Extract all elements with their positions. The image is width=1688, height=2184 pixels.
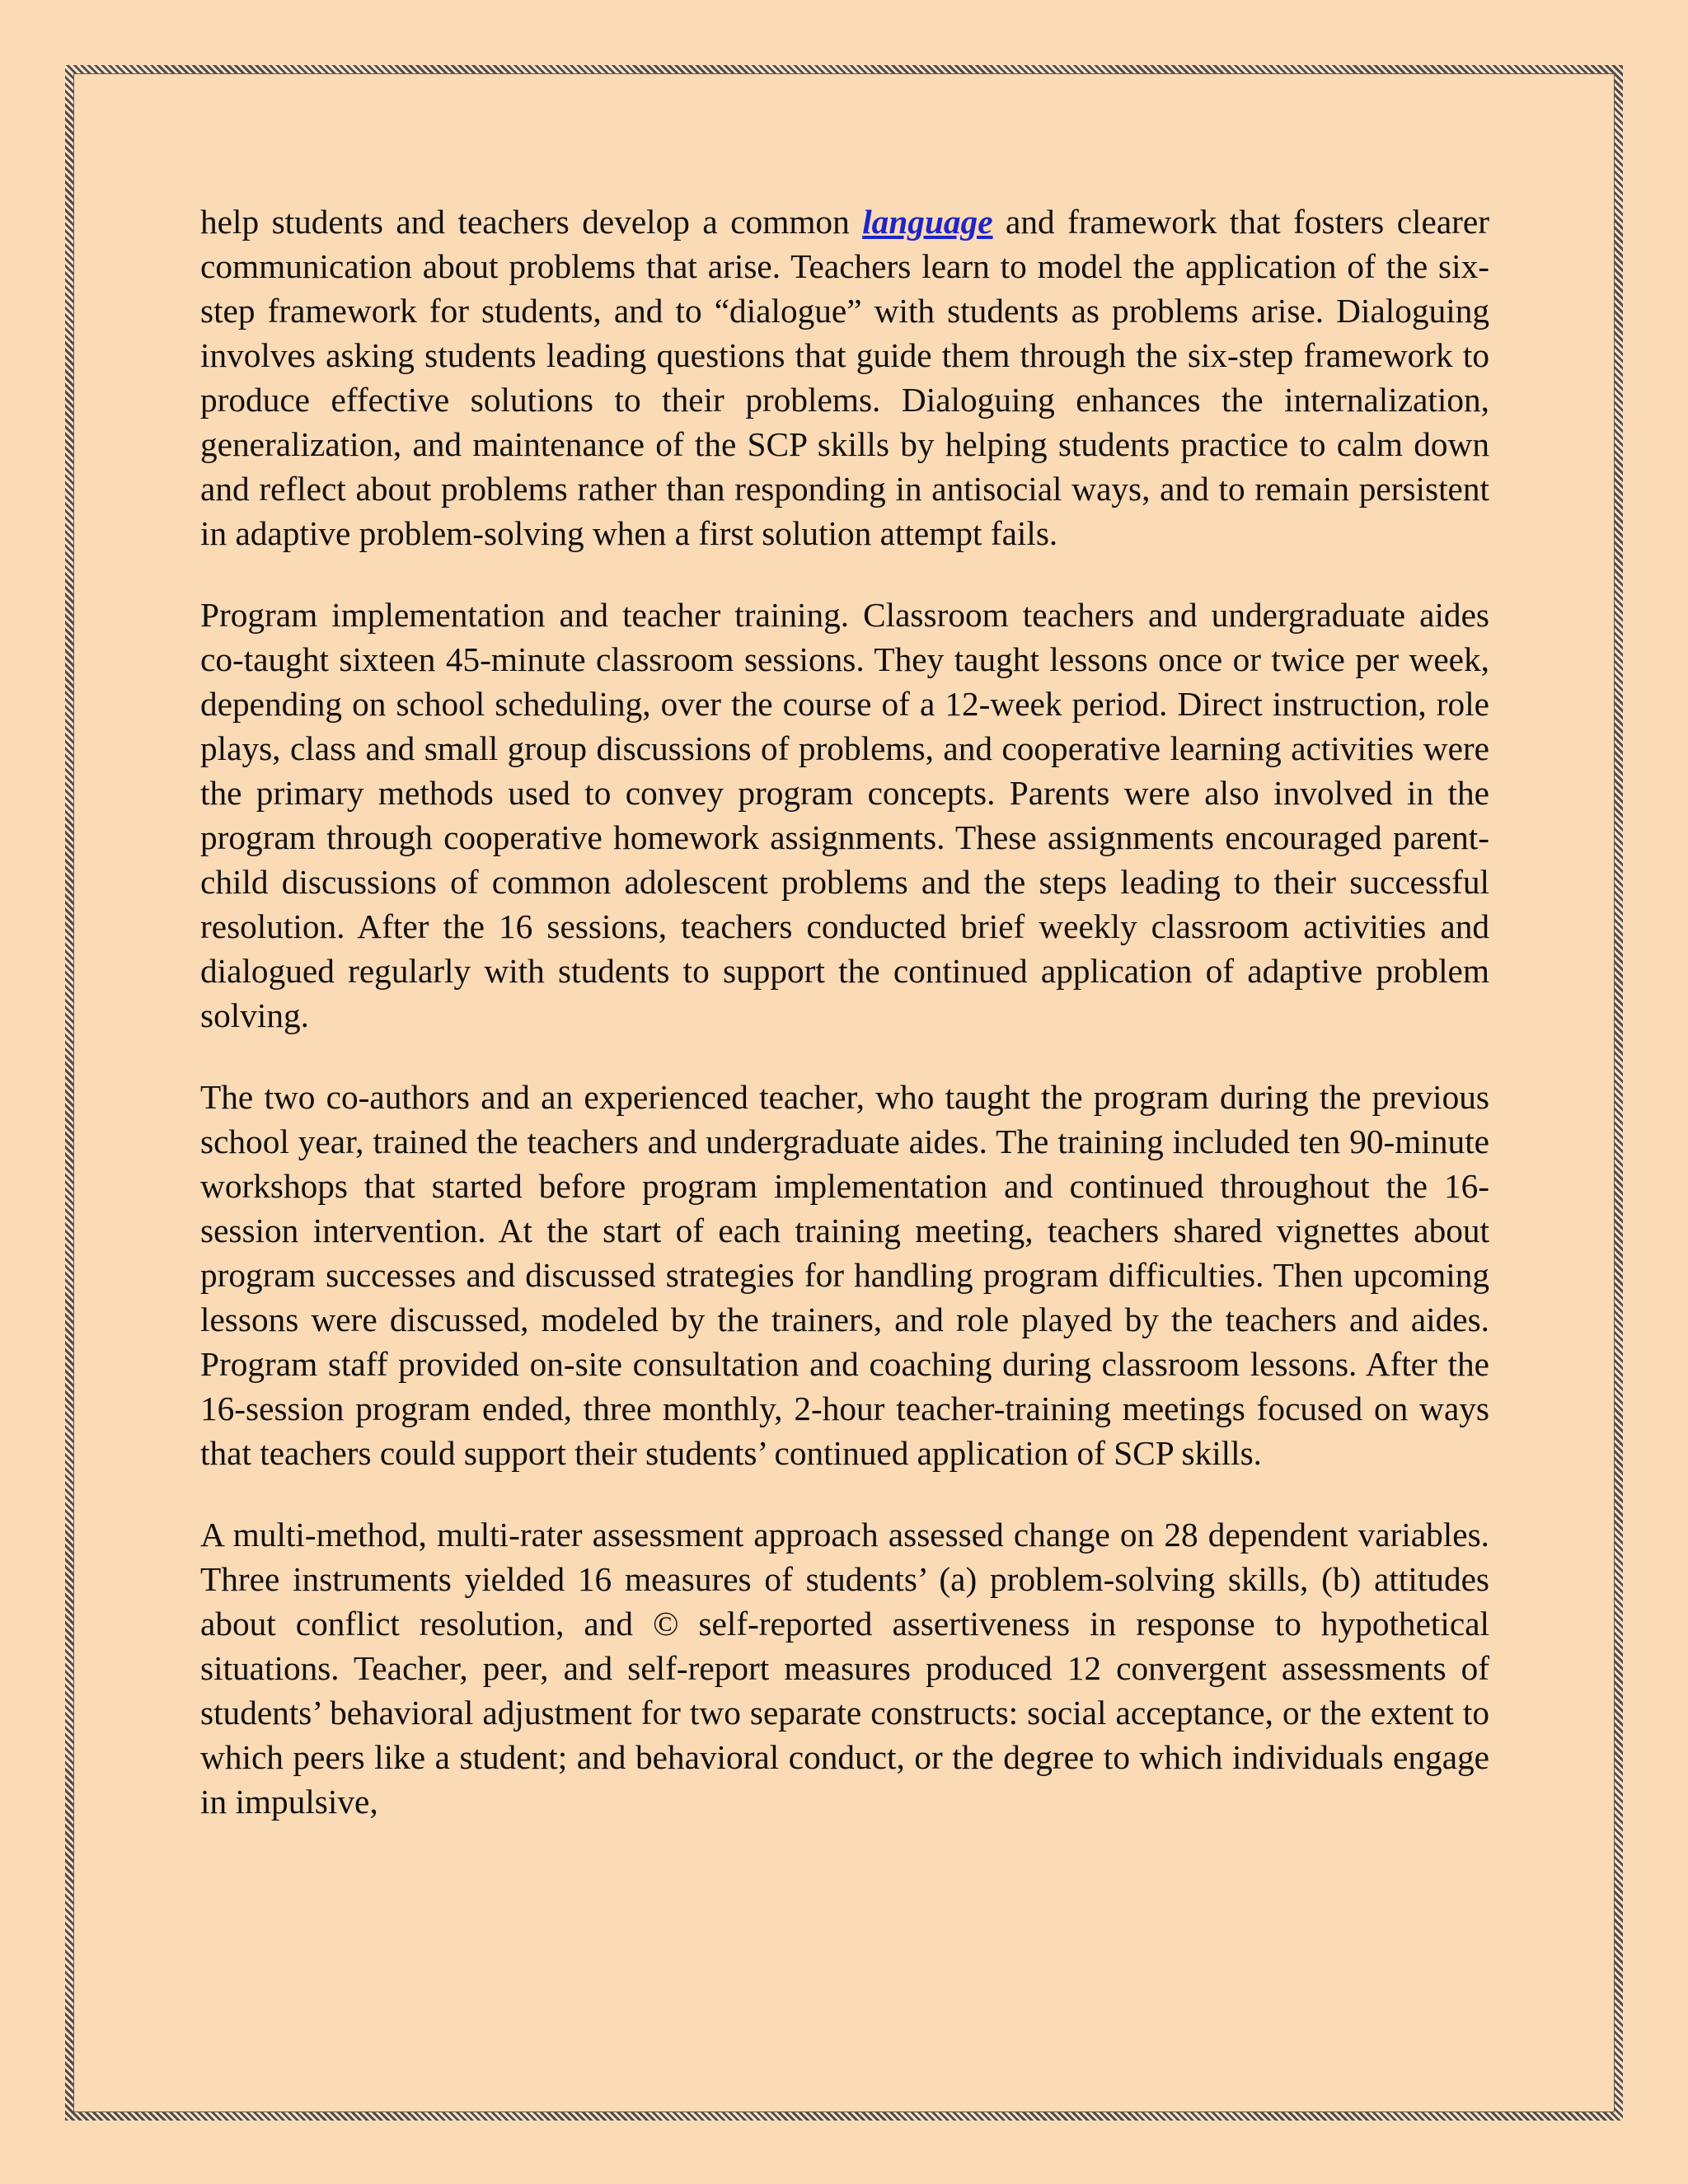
language-link[interactable]: language	[862, 203, 993, 241]
paragraph-1	[200, 199, 1489, 555]
paragraph-1-rest: and framework that fosters clearer communication about problems that arise. Teachers learn to model the application of the six-step framework for students, and to “dialogue” with students as problems arise. Dialoguing involves asking students leading questions that guide them through the six-step framework to produce effective solutions to their problems. Dialoguing enhances the internalization, generalization, and maintenance of the SCP skills by helping students practice to calm down and reflect about problems rather than responding in antisocial ways, and to remain persistent in adaptive problem-solving when a first solution attempt fails.	[200, 203, 1489, 552]
paragraph-1-lead: help students and teachers develop a common	[200, 203, 863, 241]
paragraph-3: The two co-authors and an experienced teacher, who taught the program during the previous school year, trained the teachers and undergraduate aides. The training included ten 90-minute workshops that started before program implementation and continued throughout the 16-session intervention. At the start of each training meeting, teachers shared vignettes about program successes and discussed strategies for handling program difficulties. Then upcoming lessons were discussed, modeled by the trainers, and role played by the teachers and aides. Program staff provided on-site consultation and coaching during classroom lessons. After the 16-session program ended, three monthly, 2-hour teacher-training meetings focused on ways that teachers could support their students’ continued application of SCP skills.	[200, 1078, 1489, 1472]
paragraph-2: Program implementation and teacher training. Classroom teachers and undergraduate aides co-taught sixteen 45-minute classroom sessions. They taught lessons once or twice per week, depending on school scheduling, over the course of a 12-week period. Direct instruction, role plays, class and small group discussions of problems, and cooperative learning activities were the primary methods used to convey program concepts. Parents were also involved in the program through cooperative homework assignments. These assignments encouraged parent-child discussions of common adolescent problems and the steps leading to their successful resolution. After the 16 sessions, teachers conducted brief weekly classroom activities and dialogued regularly with students to support the continued application of adaptive problem solving.	[200, 596, 1489, 1034]
body-text	[200, 199, 1489, 1861]
paragraph-4: A multi-method, multi-rater assessment approach assessed change on 28 dependent variables. Three instruments yielded 16 measures of students’ (a) problem-solving skills, (b) attitudes about conflict resolution, and © self-reported assertiveness in response to hypothetical situations. Teacher, peer, and self-report measures produced 12 convergent assessments of students’ behavioral adjustment for two separate constructs: social acceptance, or the extent to which peers like a student; and behavioral conduct, or the degree to which individuals engage in impulsive,	[200, 1516, 1489, 1821]
